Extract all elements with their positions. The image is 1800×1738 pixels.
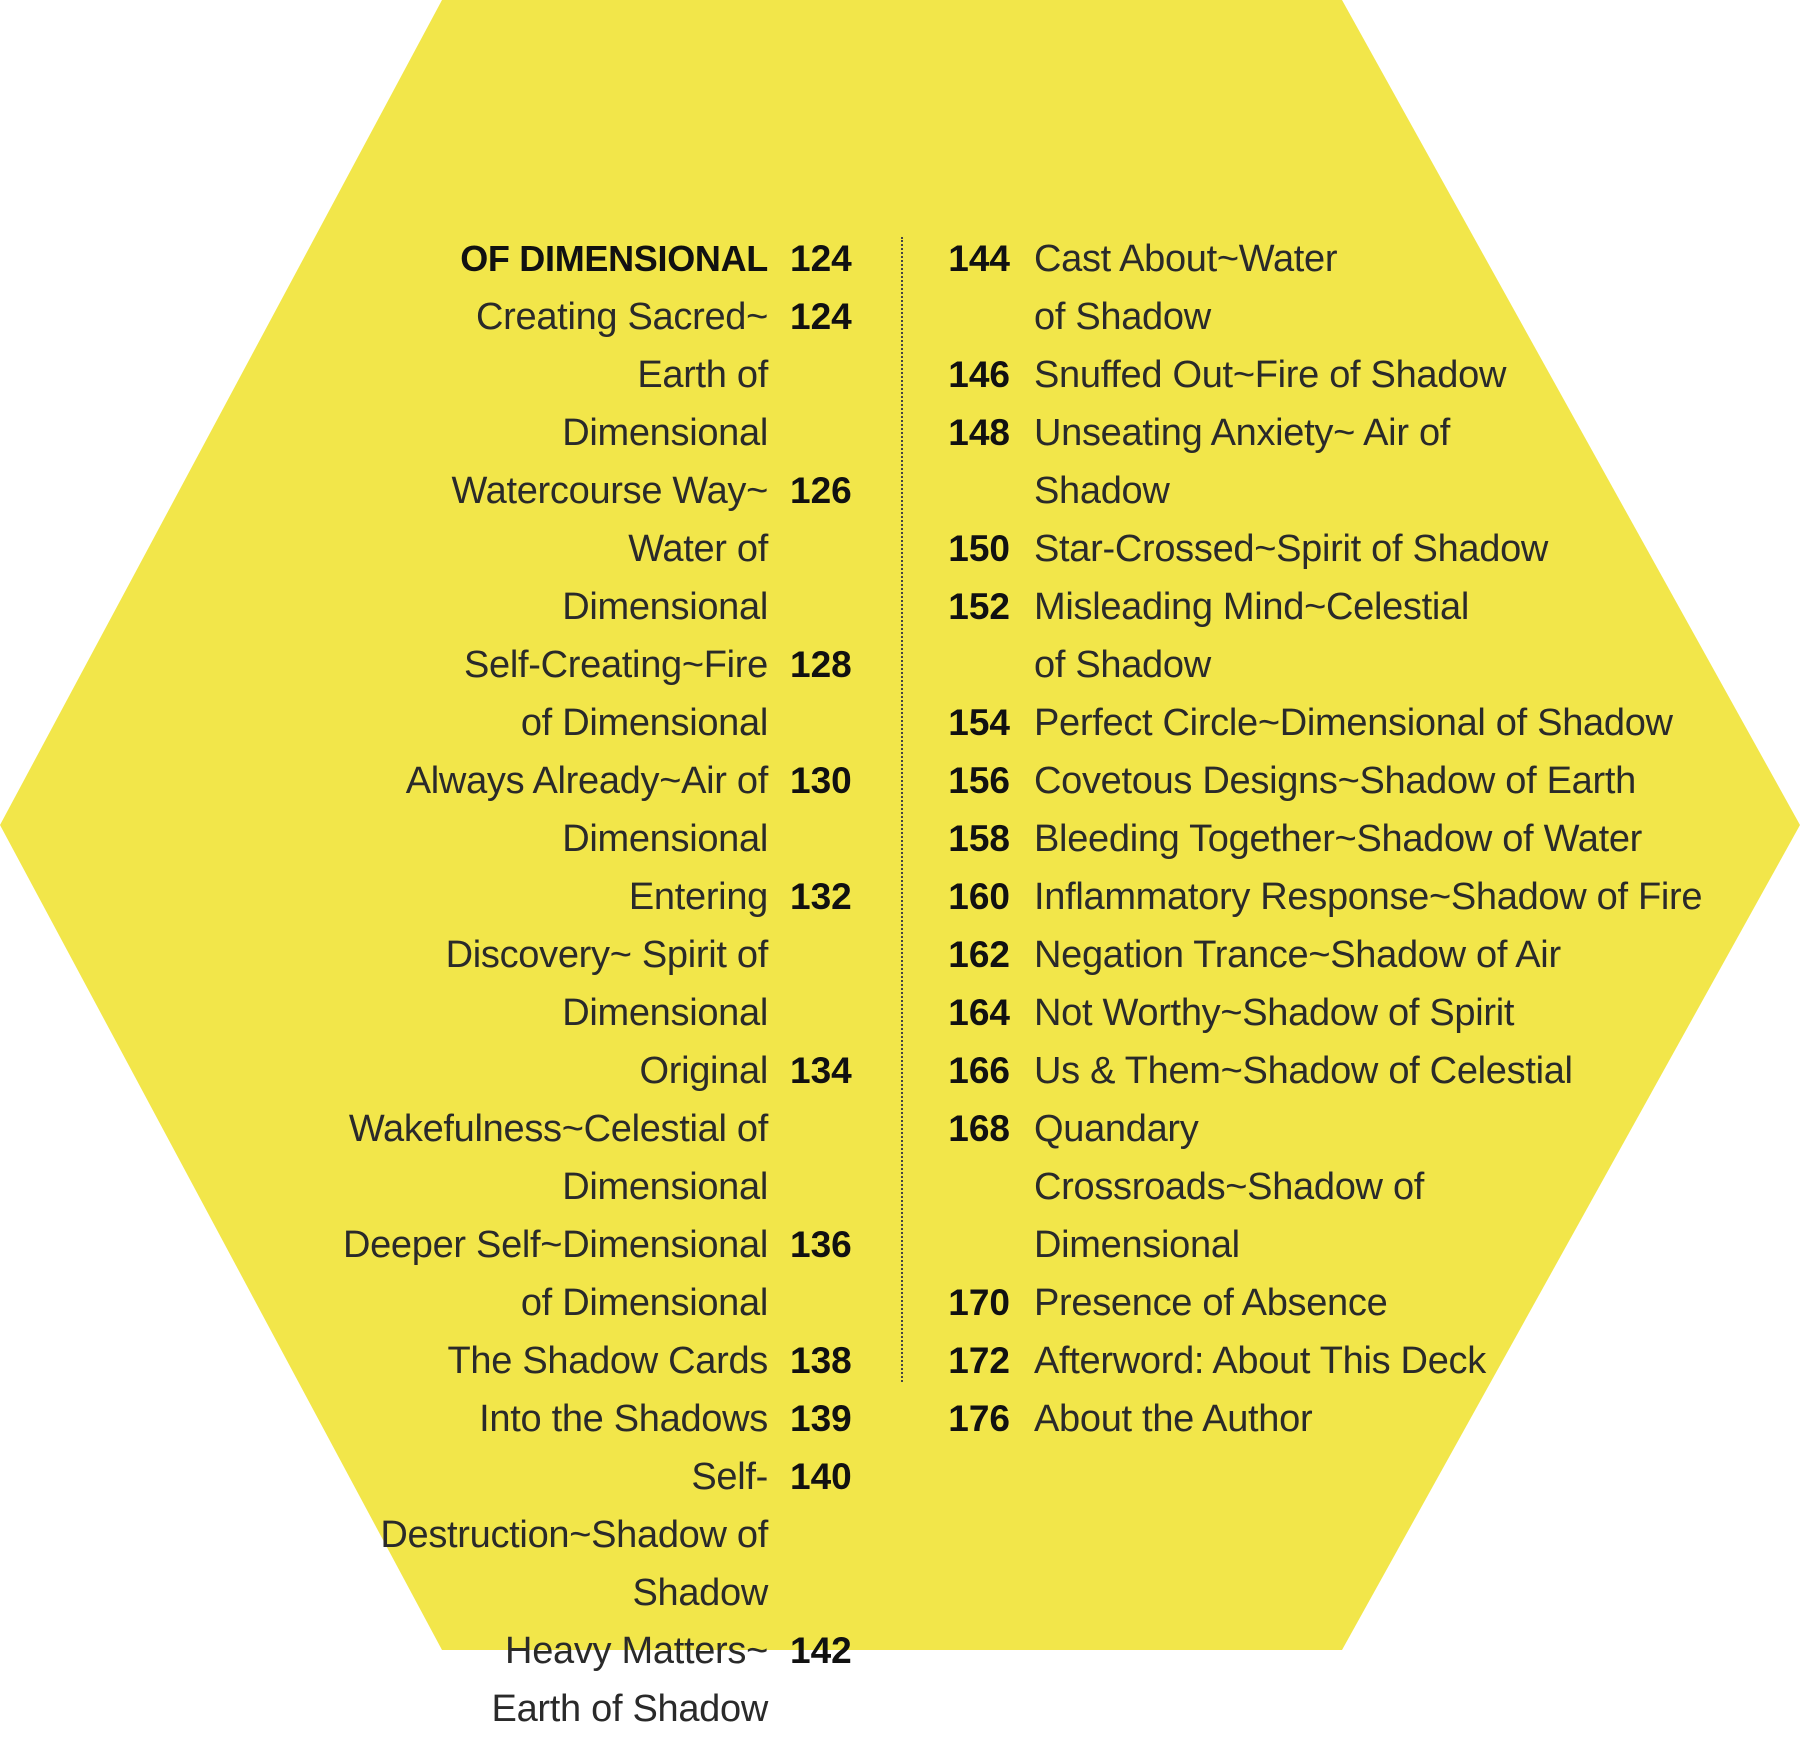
page-number: 134	[790, 1050, 852, 1091]
toc-entry[interactable]	[930, 1274, 1770, 1332]
toc-entry[interactable]	[930, 1390, 1770, 1448]
toc-entry[interactable]	[930, 1042, 1770, 1100]
toc-entry[interactable]	[210, 230, 870, 288]
page-number: 130	[790, 760, 852, 801]
entry-title: Watercourse Way~ Water of Dimensional	[451, 470, 768, 628]
toc-entry[interactable]	[930, 230, 1770, 346]
entry-title: Creating Sacred~ Earth of Dimensional	[476, 296, 768, 454]
entry-title: Entering Discovery~ Spirit of Dimensional	[445, 876, 768, 1034]
entry-title: Bleeding Together~Shadow of Water	[1034, 818, 1643, 860]
page-number: 132	[790, 876, 852, 917]
toc-entry[interactable]	[930, 984, 1770, 1042]
toc-entry[interactable]	[930, 1332, 1770, 1390]
entry-title: Misleading Mind~Celestial of Shadow	[1034, 586, 1469, 686]
toc-entry[interactable]	[930, 752, 1770, 810]
page-number: 168	[948, 1108, 1010, 1149]
entry-title: Covetous Designs~Shadow of Earth	[1034, 760, 1636, 802]
toc-entry[interactable]	[210, 1216, 870, 1332]
entry-title: Snuffed Out~Fire of Shadow	[1034, 354, 1507, 396]
toc-entry[interactable]	[210, 1622, 870, 1738]
entry-title: Always Already~Air of Dimensional	[405, 760, 768, 860]
page-number: 166	[948, 1050, 1010, 1091]
entry-title: Presence of Absence	[1034, 1282, 1388, 1324]
entry-title: Heavy Matters~ Earth of Shadow	[491, 1630, 768, 1730]
entry-title: Deeper Self~Dimensional of Dimensional	[342, 1224, 768, 1324]
entry-title: Perfect Circle~Dimensional of Shadow	[1034, 702, 1673, 744]
entry-title: Negation Trance~Shadow of Air	[1034, 934, 1561, 976]
entry-title: The Shadow Cards	[447, 1340, 768, 1382]
entry-title: Into the Shadows	[479, 1398, 768, 1440]
section-heading: OF DIMENSIONAL	[460, 238, 768, 279]
toc-entry[interactable]	[210, 752, 870, 868]
page-number: 170	[948, 1282, 1010, 1323]
toc-entry[interactable]	[210, 1332, 870, 1390]
entry-title: Us & Them~Shadow of Celestial	[1034, 1050, 1573, 1092]
toc-entry[interactable]	[930, 810, 1770, 868]
page-number: 138	[790, 1340, 852, 1381]
entry-title: Original Wakefulness~Celestial of Dimensional	[348, 1050, 768, 1208]
entry-title: Afterword: About This Deck	[1034, 1340, 1486, 1382]
entry-title: Self-Creating~Fire of Dimensional	[464, 644, 768, 744]
page-number: 140	[790, 1456, 852, 1497]
toc-entry[interactable]	[930, 578, 1770, 694]
page-number: 142	[790, 1630, 852, 1671]
page-number: 144	[948, 238, 1010, 279]
toc-entry[interactable]	[930, 520, 1770, 578]
page-number: 176	[948, 1398, 1010, 1439]
page-number: 139	[790, 1398, 852, 1439]
toc-entry[interactable]	[210, 1448, 870, 1622]
page-number: 164	[948, 992, 1010, 1033]
entry-title: Cast About~Water of Shadow	[1034, 238, 1338, 338]
toc-entry[interactable]	[210, 1042, 870, 1216]
entry-title: Quandary Crossroads~Shadow of Dimensional	[1034, 1108, 1425, 1266]
page-number: 136	[790, 1224, 852, 1265]
toc-entry[interactable]	[930, 346, 1770, 404]
toc-entry[interactable]	[930, 404, 1770, 520]
entry-title: Not Worthy~Shadow of Spirit	[1034, 992, 1515, 1034]
page-number: 124	[790, 238, 852, 279]
toc-entry[interactable]	[210, 288, 870, 462]
page-number: 156	[948, 760, 1010, 801]
page-number: 150	[948, 528, 1010, 569]
toc-entry[interactable]	[930, 694, 1770, 752]
page-number: 152	[948, 586, 1010, 627]
page-number: 148	[948, 412, 1010, 453]
page-number: 158	[948, 818, 1010, 859]
toc-entry[interactable]	[210, 462, 870, 636]
page-number: 146	[948, 354, 1010, 395]
page-number: 128	[790, 644, 852, 685]
page-number: 124	[790, 296, 852, 337]
entry-title: Self-Destruction~Shadow of Shadow	[380, 1456, 768, 1614]
toc-entry[interactable]	[210, 868, 870, 1042]
toc-entry[interactable]	[930, 926, 1770, 984]
page-number: 172	[948, 1340, 1010, 1381]
page-number: 160	[948, 876, 1010, 917]
toc-entry[interactable]	[930, 868, 1770, 926]
page-number: 154	[948, 702, 1010, 743]
toc-left-column	[210, 230, 870, 1738]
entry-title: Unseating Anxiety~ Air of Shadow	[1034, 412, 1451, 512]
entry-title: Star-Crossed~Spirit of Shadow	[1034, 528, 1549, 570]
page-number: 126	[790, 470, 852, 511]
entry-title: About the Author	[1034, 1398, 1313, 1440]
toc-entry[interactable]	[210, 636, 870, 752]
toc-right-column	[930, 230, 1770, 1448]
page-number: 162	[948, 934, 1010, 975]
toc-entry[interactable]	[930, 1100, 1770, 1274]
toc-entry[interactable]	[210, 1390, 870, 1448]
entry-title: Inflammatory Response~Shadow of Fire	[1034, 876, 1703, 918]
dotted-divider	[901, 237, 903, 1382]
